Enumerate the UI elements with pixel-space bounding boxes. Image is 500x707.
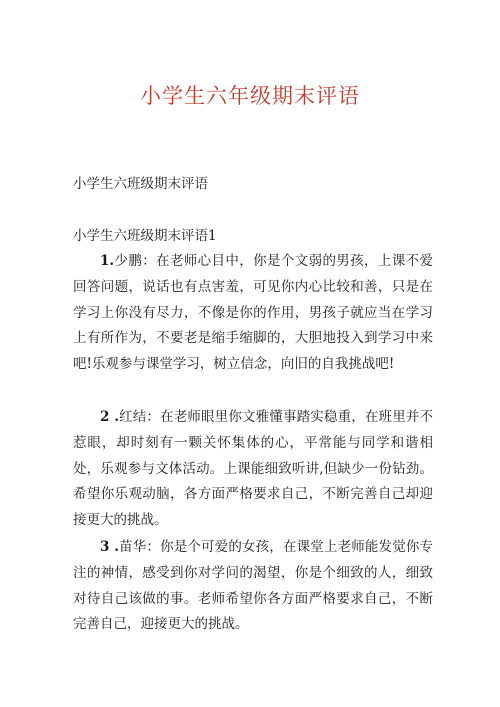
comment-text-2: 红结：在老师眼里你文雅懂事踏实稳重，在班里并不惹眼，却时刻有一颗关怀集体的心，平常能与同学和谐相处，乐观参与文体活动。上课能细致听讲,但缺少一份钻劲。希望你乐观动脑，各方面严格要求自己，不断完善自己却迎接更大的挑战。 (73, 409, 434, 529)
comment-paragraph-3 (73, 535, 433, 638)
comment-text-1: 少鹏：在老师心目中，你是个文弱的男孩，上课不爱回答问题，说话也有点害羞，可见你内心比较和善，只是在学习上你没有尽力，不像是你的作用，男孩子就应当在学习上有所作为，不要老是缩手缩脚的，大胆地投入到学习中来吧!乐观参与课堂学习，树立信念，向旧的自我挑战吧! (73, 253, 433, 373)
document-title: 小学生六年级期末评语 (140, 84, 360, 108)
comment-number-2: 2 . (100, 409, 119, 425)
comment-number-1: 1. (100, 253, 115, 269)
comment-paragraph-2 (73, 405, 433, 534)
document-subtitle: 小学生六班级期末评语 (73, 176, 208, 192)
comment-paragraph-1 (73, 249, 433, 378)
section-heading: 小学生六班级期末评语1 (73, 228, 217, 244)
comment-text-3: 苗华：你是个可爱的女孩，在课堂上老师能发觉你专注的神情，感受到你对学问的渴望，你是个细致的人，细致对待自己该做的事。老师希望你各方面严格要求自己，不断完善自己，迎接更大的挑战。 (73, 539, 434, 633)
comment-number-3: 3 . (100, 539, 119, 555)
